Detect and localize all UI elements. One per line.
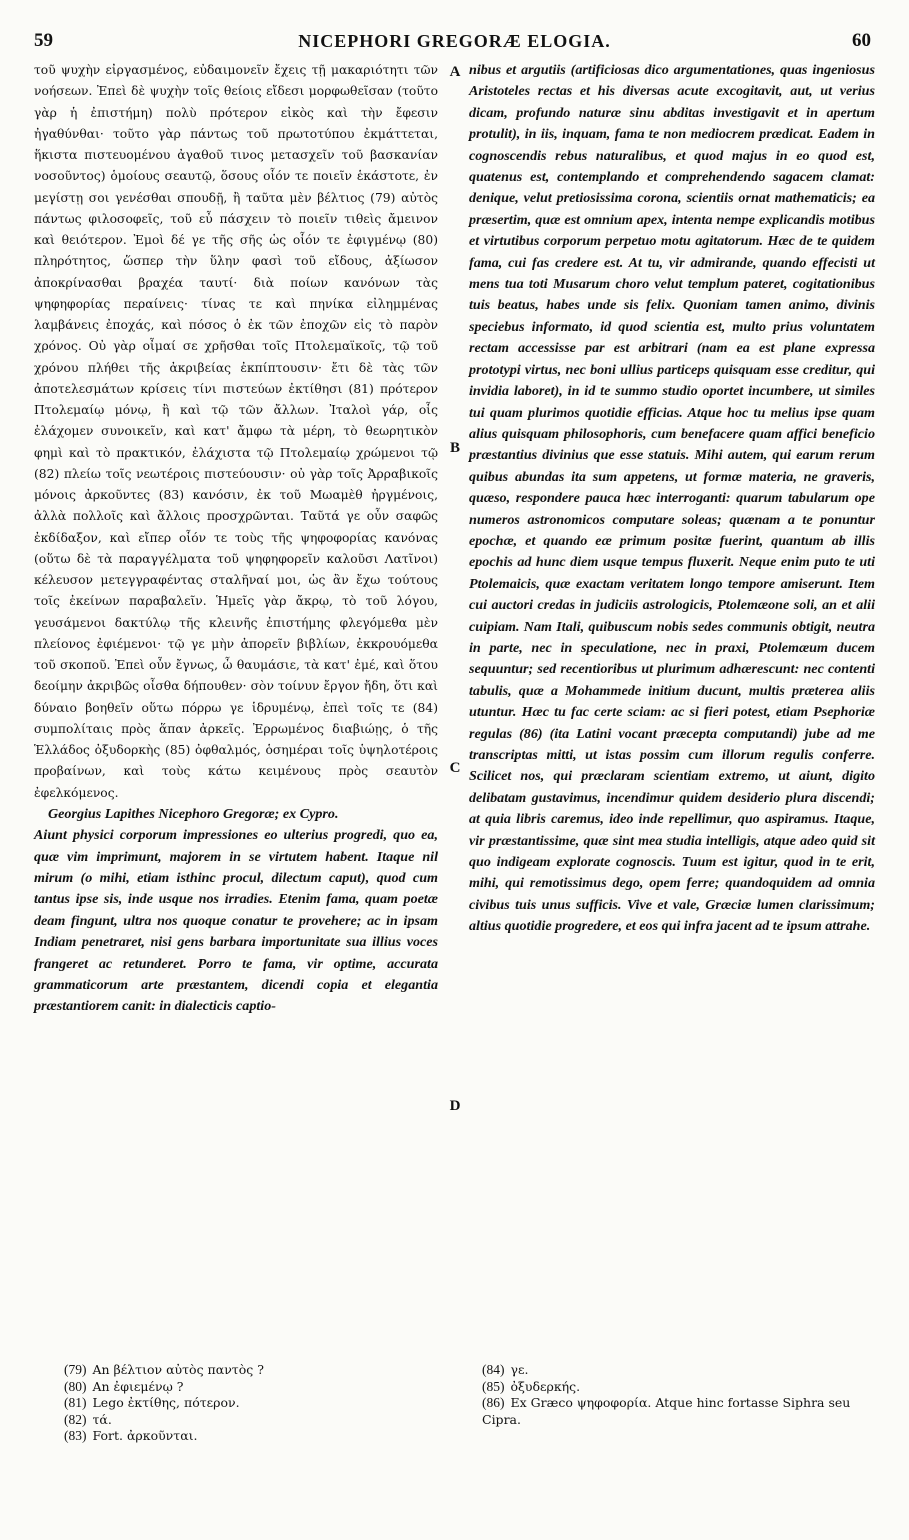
section-marker-c: C (449, 760, 461, 776)
footnotes-right (482, 1362, 882, 1428)
greek-letter-text: τοῦ ψυχὴν εἰργασμένος, εὐδαιμονεῖν ἔχεις τῇ μακαριότητι τῶν νοήσεων. Ἐπεὶ δὲ ψυχὴν τοῖς θείοις εἴδεσι μορφωθεῖσαν (τοῦτο γὰρ ἡ ἐπιστήμη) πολὺ πρότερον εἰκὸς καὶ τὴν ἔφεσιν ἠγαθύνθαι· τοῦτο γὰρ πάντως τοῦ πρωτοτύπου ἐκμάττεται, ἥκιστα πιστευομένου ἀγαθοῦ τινος μετασχεῖν τοῦ βασκανίαν νοσοῦντος) ὁμοίους σεαυτῷ, ὅσους οἷόν τε ποιεῖν ἑκάστοτε, ἐν μεγίστῃ σοι γενέσθαι σπουδῇ, ἢ ταῦτα μὲν βέλτιος (79) αὐτὸς πάντως φιλοσοφεῖς, τοῦ εὖ πάσχειν τὸ ποιεῖν τιθεὶς ἄμεινον καὶ θειότερον. Ἐμοὶ δέ γε τῆς σῆς ὡς οἷόν τε ἐφιγμένῳ (80) πληρότητος, ὥσπερ τὴν ὕλην φασὶ τοῦ εἴδους, ἀξίωσον ἀποκρίνασθαι βραχέα ταυτί· διὰ ποίων κανόνων τὰς ψηφηφορίας περαίνεις· τίνας τε καὶ πηνίκα εἰλημμένας λαμβάνεις ἐποχάς, καὶ πόσος ὁ ἐκ τῶν ἐποχῶν εἰς τὸ παρὸν χρόνος. Οὐ γὰρ οἶμαί σε χρῆσθαι τοῖς Πτολεμαϊκοῖς, τῷ τοῦ χρόνου πλήθει τῆς ἀκριβείας ἐκπίπτουσιν· ἔτι δὲ τὰς τῶν ἀποτελεσμάτων κρίσεις τίνι πιστεύων ἐκτίθησι (81) πρότερον Πτολεμαίῳ μόνῳ, ἢ καὶ τῷ τῶν ἄλλων. Ἰταλοὶ γάρ, οἷς ἐλάχομεν συνοικεῖν, καὶ κατ' ἄμφω τὰ μέρη, τὸ θεωρητικὸν φημὶ καὶ τὸ πρακτικόν, ἐλάχιστα τῷ Πτολεμαίῳ χρώμενοι τῷ (82) πλείω τοῖς νεωτέροις πιστεύουσιν· οὐ γὰρ τοῖς Ἀρραβικοῖς μόνοις ἀρκοῦντες (83) κανόσιν, ἐκ τοῦ Μωαμὲθ ἠργμένοις, ἀλλὰ πολλοῖς καὶ ἄλλοις προσχρῶνται. Ταῦτά γε οὖν σαφῶς ἐκδίδαξον, καὶ εἴπερ οἷόν τε τοὺς τῆς ψηφοφορίας κανόνας (οὕτω δὲ τὰ παραγγέλματα τοῦ ψηφηφορεῖν καλοῦσι Λατῖνοι) κέλευσον μετεγγραφέντας σταλῆναί μοι, ὡς ἂν ἔχω τούτους τοῖς ἐκείνων παραβαλεῖν. Ἡμεῖς γὰρ ἄκρῳ, τὸ τοῦ λόγου, γευσάμενοι δακτύλῳ τῆς κλεινῆς ἐπιστήμης φλεγόμεθα μὲν πλείονος ἐφιέμενοι· τῷ γε μὴν ἀπορεῖν βιβλίων, ἐκκρουόμεθα τοῦ σκοποῦ. Ἐπεὶ οὖν ἔγνως, ὦ θαυμάσιε, τὰ κατ' ἐμέ, καὶ ὅτου δεοίμην ἀκριβῶς οἶσθα δήπουθεν· σὸν τοίνυν ἔργον ἤδη, ὅτι καὶ δύναιο βοηθεῖν οὕτω πόρρω γε ἱδρυμένῳ, ἐπεὶ τοῖς τε (84) συμπολίταις πρὸς ἅπαν ἀρκεῖς. Ἐρρωμένος διαβιώῃς, ὁ τῆς Ἑλλάδος ὀξυδορκὴς (85) ὀφθαλμός, ὁσημέραι τοῖς ὑψηλοτέροις προβαίνων, καὶ τοὺς κάτω κειμένους πρὸς σεαυτὸν ἐφελκόμενος. (34, 63, 438, 800)
right-column (469, 60, 875, 938)
footnote: (81) Lego ἐκτίθης, πότερον. (64, 1395, 240, 1410)
page-header (0, 30, 909, 54)
latin-letter-text-right: nibus et argutiis (artificiosas dico argumentationes, quas ingeniosus Aristoteles rectas et his diversas acute excogitavit, aut, ut verius dicam, profundo naturæ sinu abditas investigavit et in apertum protulit), in iis, inquam, fama te non mediocrem prædicat. Eadem in cognoscendis rebus naturalibus, et quod majus in eo quod est, quatenus est, contemplando et comprehendendo sagacem clamat: denique, velut pretiosissima corona, scientiis ornat mathematicis; ea præsertim, quæ est omnium apex, intenta nempe explicandis motibus et virtutibus corporum perpetuo motu agitatorum. Hæc de te quidem fama, cui fas credere est. At tu, vir admirande, quando effecisti ut mens tua toti Musarum choro velut templum pateret, cogitationibus tuis beatus, habes unde sis felix. Quoniam tamen animo, divinis speciebus informato, id quod scientia est, multo prius voluntatem rectam accessisse par est arbitrari (nam ea est plane expressa prototypi virtus, nec boni ullius particeps quisquam esse creditur, qui invidia laboret), in id te summo studio oportet incumbere, ut similes tui quam plurimos quotidie efficias. Atque hoc tu melius ipse quam alius quisquam philosophoris, cum benefacere quam affici beneficio præstantius divinius que esse statuis. Mihi autem, qui earum rerum quibus abundas ita sum appetens, ut formæ materia, ne graveris, quæso, respondere pauca hæc interroganti: quarum tabularum ope numeros astronomicos computare soleas; quænam a te ponuntur epochæ, et quando eæ primum positæ fuerint, quantum ab illis epochis ad hunc diem usque tempus fluxerit. Neque enim puto te uti Ptolemaicis, quæ exactam veritatem longo tempore amiserunt. Item cui auctori credas in judiciis astrologicis, Ptolemæone soli, an et alii cuipiam. Nam Itali, quibuscum nobis sedes communis obtigit, neutra in parte, nec in speculatione, nec in praxi, Ptolemæum ducem sequuntur; sed recentioribus ut plurimum adhærescunt: nec contenti tabulis, quæ a Mohammede initium ducunt, multis præterea aliis utuntur. Hæc tu fac certe sciam: ac si fieri potest, etiam Psephoriæ regulas (86) (ita Latini vocant præcepta computandi) jube ad me transcriptas mitti, ut istas possim cum illorum regulis conferre. Scilicet nos, qui præclaram scientiam extremo, ut aiunt, digito delibatam gustavimus, incendimur quidem desiderio plura discendi; at quia libris caremus, ideo inde repellimur, quo aspiramus. Itaque, vir præstantissime, quæ sint mea studia intelligis, atque adeo quid sit quo indigeam explorate cognoscis. Tuum est igitur, quod in te erit, mihi, qui remotissimus dego, opem ferre; quandoquidem ad omnia civibus tuis unus sufficis. Vive et vale, Græciæ lumen clarissimum; altius quotidie progredere, et eos qui infra jacent ad te ipsum attrahe. (469, 62, 875, 935)
section-marker-d: D (449, 1098, 461, 1114)
section-marker-a: A (449, 64, 461, 80)
left-column (34, 60, 438, 1018)
page-number-left: 59 (34, 30, 53, 51)
footnote: (80) An ἐφιεμένῳ ? (64, 1378, 184, 1394)
footnotes-left (64, 1362, 424, 1445)
page-number-right: 60 (852, 30, 871, 51)
letter-heading: Georgius Lapithes Nicephoro Gregoræ; ex Cypro. (48, 805, 339, 822)
running-title: NICEPHORI GREGORÆ ELOGIA. (298, 31, 611, 51)
footnote: (82) τά. (64, 1411, 112, 1427)
footnote: (86) Ex Græco ψηφοφορία. Atque hinc fortasse Siphra seu Cipra. (482, 1395, 851, 1427)
footnote: (83) Fort. ἀρκοῦνται. (64, 1428, 198, 1443)
footnote: (85) ὀξυδερκής. (482, 1378, 581, 1394)
footnote: (79) An βέλτιον αὐτὸς παντὸς ? (64, 1362, 264, 1377)
latin-letter-text-left: Aiunt physici corporum impressiones eo ulterius progredi, quo ea, quæ vim imprimunt, majorem in se virtutem habent. Itaque nil mirum (o mihi, etiam isthinc procul, dilectum caput), quod cum tantus ipse sis, inde usque nos irradies. Etenim fama, quam poetæ deam fingunt, ultra nos quoque conatur te provehere; ac in ipsam Indiam penetraret, nisi gens barbara importunitate sua illius voces frangeret ac retunderet. Porro te fama, vir optime, accurata grammaticorum arte præstantem, dicendi copia et elegantia præstantiorem canit: in dialecticis captio- (34, 827, 438, 1015)
footnote: (84) γε. (482, 1362, 529, 1377)
section-marker-b: B (449, 440, 460, 456)
